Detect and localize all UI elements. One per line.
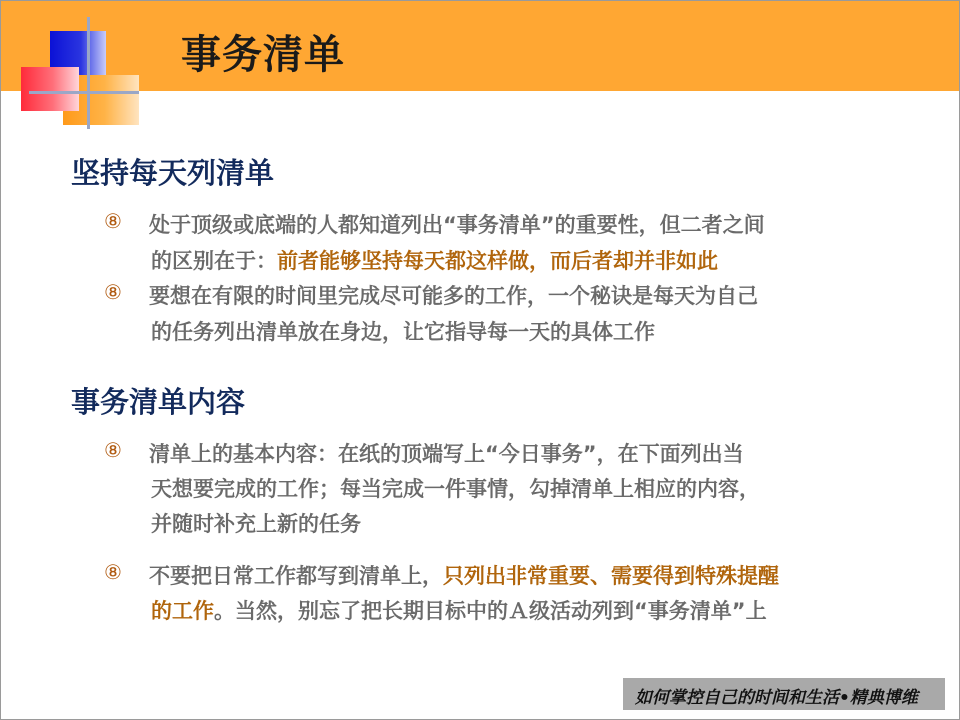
body-text: 的区别在于：	[151, 249, 277, 273]
highlighted-text: 的工作	[151, 599, 214, 623]
body-text: 天想要完成的工作；每当完成一件事情，勾掉清单上相应的内容，	[151, 477, 760, 501]
bullet-marker: ⑧	[104, 560, 122, 584]
body-text: 清单上的基本内容：在纸的顶端写上“今日事务”，在下面列出当	[149, 442, 744, 466]
body-text: 。当然，别忘了把长期目标中的Ａ级活动列到“事务清单”上	[214, 599, 767, 623]
bullet-line	[151, 508, 361, 538]
body-text: 的任务列出清单放在身边，让它指导每一天的具体工作	[151, 320, 655, 344]
section-heading: 事务清单内容	[71, 385, 246, 419]
bullet-line	[149, 209, 765, 239]
highlighted-text: 前者能够坚持每天都这样做，而后者却并非如此	[277, 249, 718, 273]
bullet-marker: ⑧	[104, 280, 122, 304]
body-text: 并随时补充上新的任务	[151, 512, 361, 536]
footer-label: 如何掌控自己的时间和生活•精典博维	[635, 688, 918, 708]
logo-vertical-line	[87, 17, 90, 129]
section-heading: 坚持每天列清单	[71, 156, 275, 190]
bullet-line	[149, 280, 758, 310]
bullet-marker: ⑧	[104, 209, 122, 233]
highlighted-text: 只列出非常重要、需要得到特殊提醒	[443, 564, 779, 588]
bullet-line	[151, 245, 718, 275]
body-text: 处于顶级或底端的人都知道列出“事务清单”的重要性，但二者之间	[149, 213, 765, 237]
bullet-line	[151, 316, 655, 346]
body-text: 不要把日常工作都写到清单上，	[149, 564, 443, 588]
logo-red-square	[21, 67, 79, 111]
bullet-line	[151, 473, 760, 503]
logo-squares	[1, 1, 151, 141]
page-title: 事务清单	[181, 32, 345, 78]
bullet-line	[151, 595, 767, 625]
bullet-line	[149, 560, 779, 590]
logo-horizontal-line	[29, 91, 139, 94]
bullet-line	[149, 438, 744, 468]
bullet-marker: ⑧	[104, 438, 122, 462]
body-text: 要想在有限的时间里完成尽可能多的工作，一个秘诀是每天为自己	[149, 284, 758, 308]
